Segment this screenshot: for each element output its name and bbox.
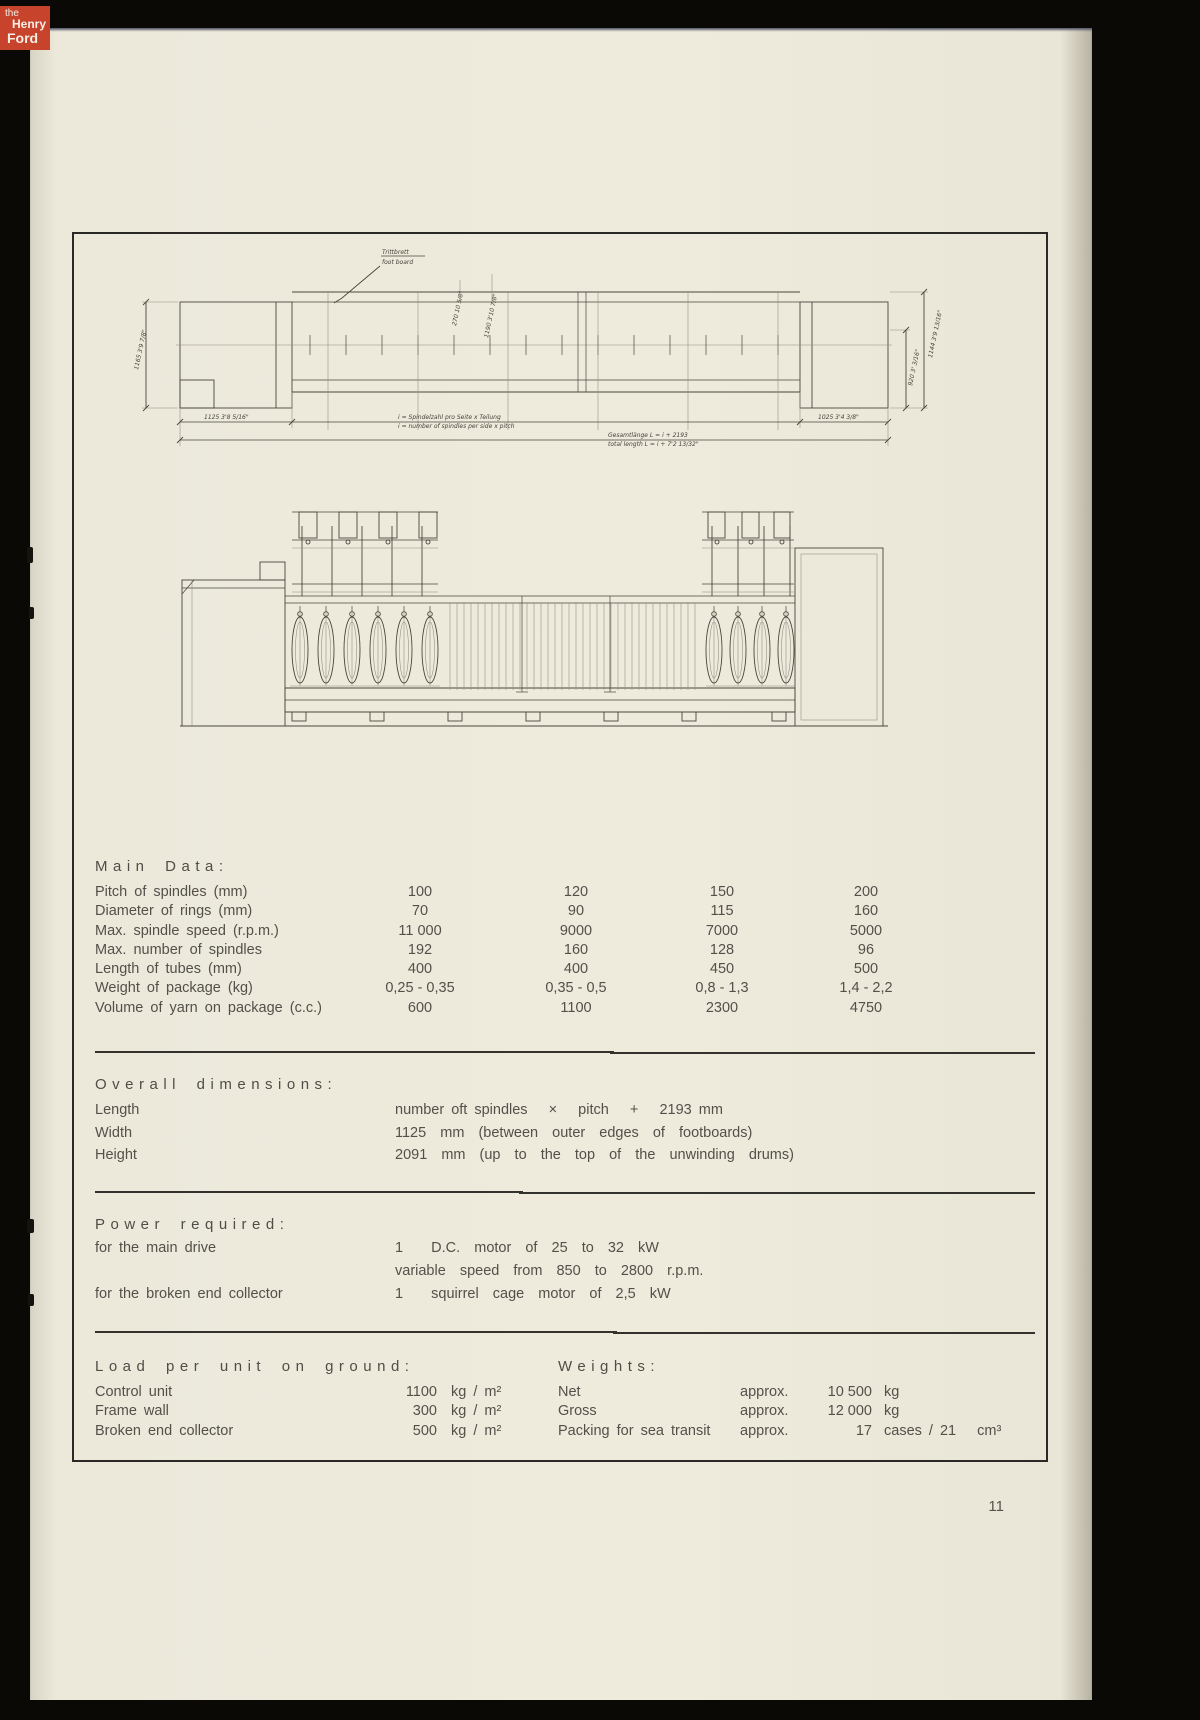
row-label: Length of tubes (mm) (95, 961, 242, 978)
table-row (95, 980, 1035, 999)
row-unit: kg / m² (451, 1422, 502, 1439)
dim-1025: 1025 3'4 3/8" (818, 414, 859, 421)
row-value: 12 000 (827, 1403, 872, 1420)
table-row (95, 903, 1035, 922)
cell-value: 600 (407, 999, 433, 1016)
watermark-henry: Henry (12, 17, 47, 31)
total-length-en: total length L = i + 7'2 13/32" (608, 441, 699, 448)
table-row (95, 1102, 1035, 1125)
spindle-formula-en: i = number of spindles per side x pitch (398, 423, 515, 430)
row-value: 300 (412, 1403, 437, 1420)
row-value: number oft spindles × pitch + 2193 mm (395, 1102, 723, 1118)
table-row (95, 1263, 1035, 1286)
section-divider (95, 1051, 1035, 1055)
row-approx: approx. (740, 1422, 789, 1439)
table-row (95, 1240, 1035, 1263)
binding-mark (29, 607, 34, 619)
row-label: Diameter of rings (mm) (95, 903, 253, 920)
overall-dimensions-rows (95, 1102, 1035, 1170)
cell-value: 450 (709, 961, 735, 978)
cell-value: 7000 (705, 922, 739, 939)
row-label: Control unit (95, 1384, 173, 1400)
row-value: 1 D.C. motor of 25 to 32 kW (395, 1240, 659, 1256)
cell-value: 115 (710, 903, 734, 920)
spindle-formula-de: i = Spindelzahl pro Seite x Teilung (398, 414, 501, 421)
cell-value: 90 (567, 903, 585, 920)
row-value: 1100 (405, 1384, 437, 1400)
table-row (95, 884, 1035, 903)
watermark-the: the (5, 8, 19, 19)
row-label: Weight of package (kg) (95, 980, 253, 997)
row-label: Width (95, 1124, 133, 1141)
table-row (95, 1286, 1035, 1309)
table-row (95, 923, 1035, 942)
left-bobbins (292, 606, 438, 686)
row-label: Pitch of spindles (mm) (95, 884, 248, 900)
cell-value: 70 (411, 903, 429, 920)
page-number: 11 (988, 1498, 1004, 1515)
table-row (95, 1147, 1035, 1170)
row-value: 17 (855, 1422, 872, 1439)
row-label: for the broken end collector (95, 1286, 283, 1302)
cell-value: 150 (709, 884, 735, 900)
cell-value: 5000 (849, 922, 883, 939)
section-divider (95, 1191, 1035, 1195)
row-label: Net (558, 1384, 581, 1400)
row-label: Packing for sea transit (558, 1422, 711, 1439)
dim-1125: 1125 3'8 5/16" (204, 414, 249, 421)
cell-value: 96 (857, 941, 875, 958)
table-row (95, 1423, 555, 1442)
row-unit: kg / m² (451, 1384, 502, 1400)
cell-value: 200 (853, 884, 879, 900)
dim-270: 270 10 5/8" (451, 290, 466, 327)
main-data-rows (95, 884, 1035, 1019)
weights-rows (558, 1384, 1038, 1442)
row-label: Frame wall (95, 1403, 169, 1420)
row-label: Broken end collector (95, 1422, 234, 1439)
dim-920: 920 3' 3/16" (907, 348, 922, 387)
row-value: 1125 mm (between outer edges of footboards) (395, 1124, 753, 1141)
dim-1165: 1165 3'9 7/8" (133, 329, 149, 371)
row-label: for the main drive (95, 1240, 217, 1256)
row-approx: approx. (740, 1403, 789, 1420)
cell-value: 120 (563, 884, 589, 900)
row-label: Max. spindle speed (r.p.m.) (95, 922, 279, 939)
cell-value: 0,8 - 1,3 (695, 980, 749, 997)
table-row (558, 1384, 1038, 1403)
row-label: Length (95, 1102, 140, 1118)
plan-view (133, 249, 944, 448)
row-value: 2091 mm (up to the top of the unwinding drums) (395, 1147, 794, 1164)
machine-feet (292, 712, 786, 721)
table-row (95, 1125, 1035, 1148)
binding-mark (28, 1294, 34, 1306)
row-value: 500 (412, 1422, 437, 1439)
cell-value: 11 000 (398, 922, 442, 939)
table-row (95, 942, 1035, 961)
table-row (95, 1384, 555, 1403)
table-row (95, 1403, 555, 1422)
row-value: 1 squirrel cage motor of 2,5 kW (395, 1286, 671, 1302)
row-label: Max. number of spindles (95, 941, 262, 958)
weights-heading: Weights: (558, 1358, 661, 1375)
binding-mark (27, 1219, 34, 1233)
henry-ford-watermark (0, 6, 50, 50)
row-unit: kg (884, 1403, 900, 1420)
cell-value: 0,25 - 0,35 (385, 980, 455, 997)
dim-1144: 1144 3'9 13/16" (927, 309, 945, 359)
overall-dimensions-heading: Overall dimensions: (95, 1076, 338, 1093)
row-label: Volume of yarn on package (c.c.) (95, 999, 322, 1016)
table-row (95, 1000, 1035, 1019)
row-unit: kg (884, 1384, 900, 1400)
cell-value: 160 (853, 903, 879, 920)
power-required-heading: Power required: (95, 1216, 290, 1233)
left-creel (292, 512, 438, 596)
cell-value: 4750 (849, 999, 883, 1016)
row-label: Height (95, 1147, 137, 1164)
main-data-heading: Main Data: (95, 858, 229, 875)
cell-value: 2300 (705, 999, 739, 1016)
dim-1190: 1190 3'10 7/8" (483, 293, 500, 339)
cell-value: 160 (563, 941, 589, 958)
elevation-view (180, 512, 888, 726)
row-unit: cases / 21 cm³ (884, 1422, 1002, 1439)
technical-drawing (80, 240, 1040, 800)
yarn-threads (450, 603, 695, 690)
table-row (95, 961, 1035, 980)
row-label: Gross (558, 1403, 597, 1420)
row-value: variable speed from 850 to 2800 r.p.m. (395, 1263, 704, 1279)
load-per-unit-rows (95, 1384, 555, 1442)
watermark-ford: Ford (7, 30, 39, 46)
cell-value: 400 (563, 961, 589, 978)
row-unit: kg / m² (451, 1403, 502, 1420)
cell-value: 0,35 - 0,5 (545, 980, 607, 997)
right-creel (702, 512, 794, 596)
table-row (558, 1403, 1038, 1422)
total-length-de: Gesamtlänge L = i + 2193 (608, 432, 688, 439)
row-value: 10 500 (827, 1384, 872, 1400)
grid-lines (328, 292, 778, 430)
cell-value: 100 (407, 884, 433, 900)
cell-value: 1,4 - 2,2 (839, 980, 893, 997)
binding-mark (27, 547, 33, 563)
row-approx: approx. (740, 1384, 789, 1400)
footboard-label-de: Trittbrett (382, 249, 409, 256)
cell-value: 128 (709, 941, 735, 958)
cell-value: 500 (853, 961, 879, 978)
power-required-rows (95, 1240, 1035, 1309)
cell-value: 400 (407, 961, 433, 978)
right-bobbins (706, 606, 794, 686)
cell-value: 192 (407, 941, 433, 958)
cell-value: 1100 (560, 999, 592, 1016)
section-divider (95, 1331, 1035, 1335)
cell-value: 9000 (559, 922, 593, 939)
load-per-unit-heading: Load per unit on ground: (95, 1358, 415, 1375)
footboard-label-en: foot board (382, 259, 414, 266)
table-row (558, 1423, 1038, 1442)
